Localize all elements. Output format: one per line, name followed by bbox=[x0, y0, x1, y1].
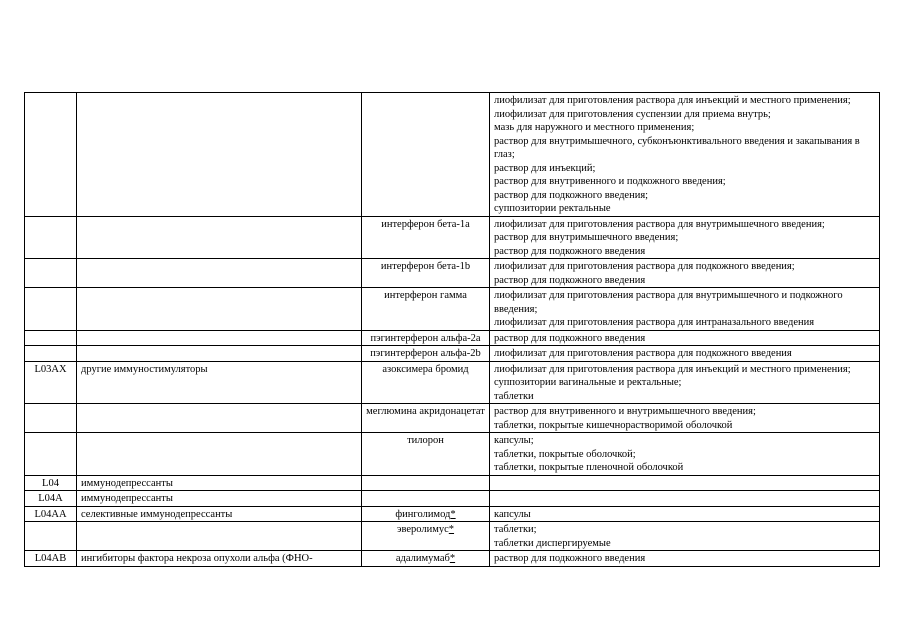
table-row bbox=[25, 404, 880, 433]
table-row bbox=[25, 93, 880, 217]
atc-code-cell bbox=[25, 522, 77, 551]
atc-code-cell bbox=[25, 259, 77, 288]
dosage-form-item: раствор для внутримышечного введения; bbox=[494, 232, 679, 243]
anatomic-group-cell bbox=[77, 216, 362, 259]
drug-name: интерферон бета-1b bbox=[380, 261, 471, 272]
drug-name-cell bbox=[362, 216, 490, 259]
anatomic-group-cell bbox=[77, 93, 362, 217]
table-row bbox=[25, 288, 880, 331]
drug-name-cell bbox=[362, 330, 490, 346]
drug-name-cell bbox=[362, 404, 490, 433]
atc-code-cell: L04AA bbox=[25, 506, 77, 522]
dosage-form-item: таблетки диспергируемые bbox=[494, 537, 611, 549]
dosage-form-item: суппозитории вагинальные и ректальные; bbox=[494, 377, 682, 388]
dosage-forms-cell bbox=[490, 346, 880, 362]
dosage-form-item: лиофилизат для приготовления раствора для подкожного введения bbox=[494, 348, 792, 359]
atc-code-cell bbox=[25, 216, 77, 259]
drug-name: интерферон бета-1a bbox=[381, 218, 470, 230]
atc-code-cell: L04A bbox=[25, 491, 77, 507]
table-row bbox=[25, 361, 880, 404]
atc-code-cell bbox=[25, 433, 77, 476]
dosage-form-item: раствор для инъекций; bbox=[494, 162, 596, 174]
dosage-form-item: раствор для внутривенного и подкожного введения; bbox=[494, 176, 726, 187]
atc-code-cell bbox=[25, 93, 77, 217]
dosage-form-item: суппозитории ректальные bbox=[494, 203, 611, 214]
drug-name-cell bbox=[362, 433, 490, 476]
drug-list-body bbox=[25, 93, 880, 567]
dosage-forms-cell bbox=[490, 506, 880, 522]
table-row bbox=[25, 475, 880, 491]
dosage-forms-cell bbox=[490, 404, 880, 433]
drug-name-cell bbox=[362, 361, 490, 404]
dosage-forms-cell bbox=[490, 475, 880, 491]
drug-name: финголимод bbox=[395, 508, 451, 520]
table-row bbox=[25, 346, 880, 362]
dosage-forms-cell bbox=[490, 288, 880, 331]
table-row bbox=[25, 330, 880, 346]
atc-code-cell: L04 bbox=[25, 475, 77, 491]
dosage-form-item: капсулы; bbox=[494, 435, 534, 446]
table-row bbox=[25, 506, 880, 522]
anatomic-group-cell: иммунодепрессанты bbox=[77, 491, 362, 507]
footnote-marker: * bbox=[448, 524, 455, 535]
drug-list-table bbox=[24, 92, 880, 567]
table-row bbox=[25, 551, 880, 567]
dosage-forms-cell bbox=[490, 551, 880, 567]
atc-code-cell bbox=[25, 288, 77, 331]
drug-name: эверолимус bbox=[396, 524, 449, 535]
drug-name-cell bbox=[362, 551, 490, 567]
drug-name: пэгинтерферон альфа-2a bbox=[370, 332, 481, 344]
dosage-forms-cell bbox=[490, 330, 880, 346]
dosage-form-item: таблетки, покрытые кишечнорастворимой оболочкой bbox=[494, 419, 733, 431]
drug-name-cell bbox=[362, 259, 490, 288]
drug-name-cell bbox=[362, 346, 490, 362]
dosage-form-item: лиофилизат для приготовления раствора для интраназального введения bbox=[494, 317, 815, 328]
anatomic-group-cell: ингибиторы фактора некроза опухоли альфа (ФНО- bbox=[77, 551, 362, 567]
dosage-form-item: таблетки, покрытые оболочкой; bbox=[494, 448, 636, 460]
dosage-form-item: лиофилизат для приготовления раствора для внутримышечного введения; bbox=[494, 218, 825, 230]
dosage-form-item: лиофилизат для приготовления суспензии для приема внутрь; bbox=[494, 108, 771, 120]
dosage-forms-cell bbox=[490, 522, 880, 551]
table-row bbox=[25, 259, 880, 288]
dosage-form-item: лиофилизат для приготовления раствора для внутримышечного и подкожного введения; bbox=[494, 290, 843, 315]
anatomic-group-cell: другие иммуностимуляторы bbox=[77, 361, 362, 404]
dosage-forms-cell bbox=[490, 216, 880, 259]
dosage-form-item: таблетки, покрытые пленочной оболочкой bbox=[494, 462, 684, 473]
dosage-form-item: раствор для подкожного введения bbox=[494, 245, 646, 257]
table-row bbox=[25, 491, 880, 507]
anatomic-group-cell: иммунодепрессанты bbox=[77, 475, 362, 491]
atc-code-cell bbox=[25, 330, 77, 346]
dosage-forms-cell bbox=[490, 361, 880, 404]
drug-name: интерферон гамма bbox=[384, 290, 467, 301]
dosage-form-item: мазь для наружного и местного применения; bbox=[494, 122, 695, 133]
dosage-forms-cell bbox=[490, 93, 880, 217]
anatomic-group-cell bbox=[77, 433, 362, 476]
dosage-form-item: раствор для подкожного введения bbox=[494, 553, 646, 564]
table-row bbox=[25, 433, 880, 476]
footnote-marker: * bbox=[449, 553, 456, 564]
dosage-forms-cell bbox=[490, 491, 880, 507]
drug-name: меглюмина акридонацетат bbox=[366, 406, 485, 417]
atc-code-cell: L03AX bbox=[25, 361, 77, 404]
dosage-forms-cell bbox=[490, 259, 880, 288]
drug-name: азоксимера бромид bbox=[382, 363, 469, 375]
table-row bbox=[25, 216, 880, 259]
atc-code-cell bbox=[25, 404, 77, 433]
dosage-form-item: раствор для подкожного введения bbox=[494, 274, 646, 286]
drug-name-cell bbox=[362, 522, 490, 551]
drug-name-cell bbox=[362, 491, 490, 507]
dosage-form-item: лиофилизат для приготовления раствора для подкожного введения; bbox=[494, 261, 795, 272]
drug-name: тилорон bbox=[407, 435, 444, 446]
dosage-form-item: лиофилизат для приготовления раствора для инъекций и местного применения; bbox=[494, 95, 851, 106]
anatomic-group-cell bbox=[77, 288, 362, 331]
footnote-marker: * bbox=[450, 508, 456, 520]
anatomic-group-cell bbox=[77, 346, 362, 362]
drug-name: адалимумаб bbox=[395, 553, 450, 564]
dosage-forms-cell bbox=[490, 433, 880, 476]
dosage-form-item: раствор для внутривенного и внутримышечного введения; bbox=[494, 406, 756, 417]
atc-code-cell: L04AB bbox=[25, 551, 77, 567]
anatomic-group-cell bbox=[77, 522, 362, 551]
dosage-form-item: раствор для подкожного введения bbox=[494, 332, 646, 344]
dosage-form-item: раствор для подкожного введения; bbox=[494, 189, 649, 201]
atc-code-cell bbox=[25, 346, 77, 362]
drug-name-cell bbox=[362, 288, 490, 331]
drug-name: пэгинтерферон альфа-2b bbox=[370, 348, 481, 359]
drug-name-cell bbox=[362, 506, 490, 522]
dosage-form-item: лиофилизат для приготовления раствора для инъекций и местного применения; bbox=[494, 363, 851, 375]
anatomic-group-cell bbox=[77, 259, 362, 288]
table-row bbox=[25, 522, 880, 551]
dosage-form-item: капсулы bbox=[494, 508, 531, 520]
drug-name-cell bbox=[362, 93, 490, 217]
dosage-form-item: таблетки; bbox=[494, 524, 537, 535]
dosage-form-item: таблетки bbox=[494, 390, 534, 402]
anatomic-group-cell bbox=[77, 404, 362, 433]
dosage-form-item: раствор для внутримышечного, субконъюнктивального введения и закапывания в глаз; bbox=[494, 135, 860, 160]
anatomic-group-cell: селективные иммунодепрессанты bbox=[77, 506, 362, 522]
anatomic-group-cell bbox=[77, 330, 362, 346]
drug-name-cell bbox=[362, 475, 490, 491]
